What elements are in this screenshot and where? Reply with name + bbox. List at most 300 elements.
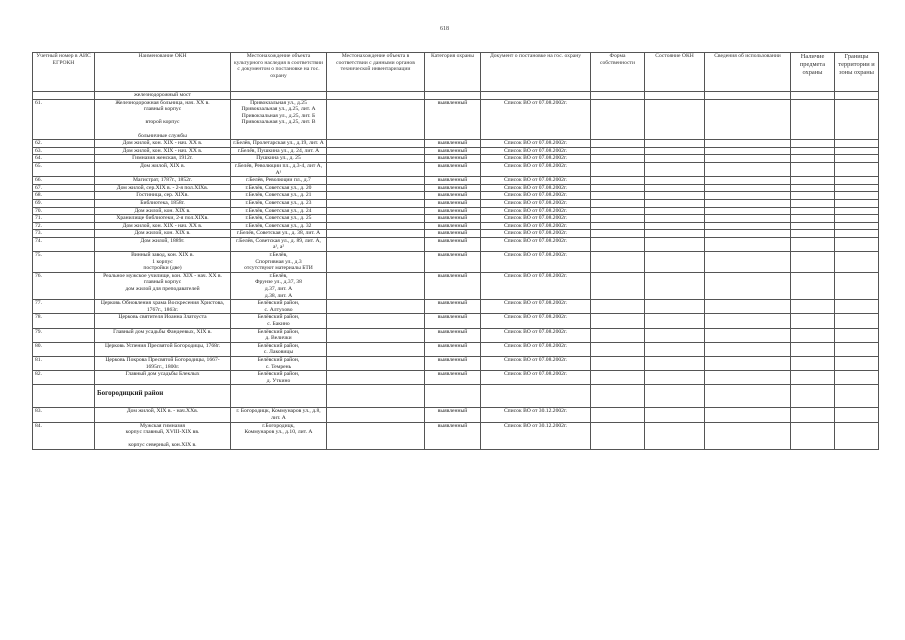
protection-category <box>425 184 481 192</box>
object-address <box>231 162 327 176</box>
row-number-text: 84. <box>35 422 42 429</box>
bti-address <box>327 155 425 163</box>
state-cell <box>645 92 705 100</box>
registration-document-text: Список ВО от 07.08.2002г. <box>503 199 568 206</box>
row-number <box>33 314 95 328</box>
boundaries-cell <box>835 192 879 200</box>
row-number-text: 69. <box>35 199 42 206</box>
row-number-text: 66. <box>35 177 42 184</box>
ownership-cell <box>591 207 645 215</box>
row-number <box>33 92 95 100</box>
col-header-name: Наименование ОКН <box>95 53 231 92</box>
object-name <box>95 272 231 299</box>
usage-cell <box>705 92 791 100</box>
bti-address <box>327 272 425 299</box>
object-name <box>95 215 231 223</box>
table-row <box>33 192 879 200</box>
object-address-text: Белёвский район, д. Уткино <box>257 371 300 384</box>
state-cell <box>645 272 705 299</box>
row-number <box>33 222 95 230</box>
state-cell <box>645 99 705 140</box>
state-cell <box>645 140 705 148</box>
protection-subject-cell <box>791 237 835 251</box>
object-address-text: Белёвский район, д. Велички <box>257 328 300 342</box>
protection-category-text: выявленный <box>437 230 468 237</box>
protection-subject-cell <box>791 371 835 385</box>
state-cell <box>645 199 705 207</box>
registration-document <box>481 192 591 200</box>
row-number-text: 71. <box>35 215 42 222</box>
object-address-text: г.Белёв, Советская ул., д. 21 <box>245 192 312 199</box>
object-address <box>231 199 327 207</box>
row-number-text: 81. <box>35 356 42 363</box>
object-name-text: Дом жилой, кон. XIX - нач. ХХ в. <box>122 222 203 229</box>
registration-document <box>481 92 591 100</box>
row-number-text: 73. <box>35 230 42 237</box>
object-address <box>231 207 327 215</box>
protection-category-text: выявленный <box>437 408 468 415</box>
object-name-text: Дом жилой, кон. XIX - нач. ХХ в. <box>122 147 203 154</box>
protection-subject-cell <box>791 155 835 163</box>
protection-category-text: выявленный <box>437 162 468 169</box>
registration-document-text: Список ВО от 07.08.2002г. <box>503 215 568 222</box>
usage-cell <box>705 147 791 155</box>
protection-category-text: выявленный <box>437 140 468 147</box>
region-empty-cell <box>591 385 645 408</box>
object-name-text: Дом жилой, XIX в. <box>139 162 186 169</box>
object-name-text: Церковь святителя Иоанна Златоуста <box>118 314 207 321</box>
row-number <box>33 192 95 200</box>
col-header-document: Документ о постановке на гос. охрану <box>481 53 591 92</box>
ownership-cell <box>591 222 645 230</box>
object-name-text: Церковь Покрова Пресвятой Богородицы, 1667-1695гг., 1800г. <box>105 356 220 370</box>
bti-address <box>327 162 425 176</box>
row-number-text: 78. <box>35 314 42 321</box>
boundaries-cell <box>835 207 879 215</box>
registration-document-text: Список ВО от 07.08.2002г. <box>503 328 568 335</box>
usage-cell <box>705 230 791 238</box>
ownership-cell <box>591 230 645 238</box>
protection-category <box>425 162 481 176</box>
boundaries-cell <box>835 252 879 273</box>
object-name <box>95 328 231 342</box>
protection-subject-cell <box>791 422 835 449</box>
region-empty-cell <box>835 385 879 408</box>
protection-category <box>425 147 481 155</box>
state-cell <box>645 408 705 422</box>
object-address-text: г.Белёв, Пролетарская ул., д.19, лит. А <box>233 140 324 147</box>
object-name-text: Церковь Обновления храма Воскресения Христова, 1767г., 1863г. <box>100 300 225 313</box>
row-number <box>33 356 95 370</box>
registration-document <box>481 371 591 385</box>
registration-document <box>481 162 591 176</box>
object-name <box>95 230 231 238</box>
row-number-text: 83. <box>35 408 42 415</box>
protection-category <box>425 314 481 328</box>
protection-subject-cell <box>791 408 835 422</box>
registration-document <box>481 140 591 148</box>
object-name <box>95 300 231 314</box>
protection-category <box>425 422 481 449</box>
boundaries-cell <box>835 300 879 314</box>
ownership-cell <box>591 184 645 192</box>
row-number <box>33 184 95 192</box>
object-address <box>231 92 327 100</box>
table-row <box>33 422 879 449</box>
table-row <box>33 162 879 176</box>
region-empty-cell <box>705 385 791 408</box>
object-name <box>95 92 231 100</box>
protection-category <box>425 192 481 200</box>
state-cell <box>645 222 705 230</box>
row-number-text: 77. <box>35 300 42 307</box>
protection-subject-cell <box>791 92 835 100</box>
object-name-text: Гимназия женская, 1912г. <box>132 155 193 162</box>
registration-document-text: Список ВО от 07.08.2002г. <box>503 237 568 244</box>
protection-category <box>425 328 481 342</box>
registration-document <box>481 252 591 273</box>
table-row <box>33 177 879 185</box>
usage-cell <box>705 356 791 370</box>
protection-category <box>425 177 481 185</box>
row-number-text: 79. <box>35 328 42 335</box>
protection-subject-cell <box>791 215 835 223</box>
registration-document-text: Список ВО от 07.08.2002г. <box>503 192 568 199</box>
state-cell <box>645 328 705 342</box>
usage-cell <box>705 237 791 251</box>
object-name-text: Винный завод, кон. XIX в. 1 корпус постройки (две) <box>131 252 194 272</box>
protection-category-text: выявленный <box>437 99 468 106</box>
object-name-text: Магистрат, 1787г., 1852г. <box>133 177 192 184</box>
protection-subject-cell <box>791 300 835 314</box>
row-number <box>33 99 95 140</box>
protection-subject-cell <box>791 342 835 356</box>
object-address-text: г.Белёв, Советская ул., д. 20 <box>245 184 312 191</box>
registration-document <box>481 314 591 328</box>
object-address <box>231 422 327 449</box>
registration-document-text: Список ВО от 07.08.2002г. <box>503 99 568 106</box>
state-cell <box>645 162 705 176</box>
protection-category-text: выявленный <box>437 192 468 199</box>
object-address <box>231 252 327 273</box>
object-name-text: Главный дом усадьбы Блеклых <box>125 371 200 378</box>
table-row <box>33 272 879 299</box>
state-cell <box>645 342 705 356</box>
protection-category-text: выявленный <box>437 207 468 214</box>
col-header-boundaries: Границы территории и зоны охраны <box>835 53 879 92</box>
object-address-text: г.Белёв, Революции пл., д.7 <box>246 177 311 184</box>
object-name <box>95 147 231 155</box>
registration-document <box>481 356 591 370</box>
header-row <box>33 53 879 92</box>
state-cell <box>645 192 705 200</box>
registration-document-text: Список ВО от 07.08.2002г. <box>503 252 568 259</box>
usage-cell <box>705 252 791 273</box>
state-cell <box>645 356 705 370</box>
region-empty-cell <box>425 385 481 408</box>
row-number <box>33 177 95 185</box>
object-name-text: Дом жилой, 1889г. <box>140 237 185 244</box>
object-address <box>231 272 327 299</box>
boundaries-cell <box>835 272 879 299</box>
object-name <box>95 192 231 200</box>
registration-document <box>481 342 591 356</box>
monuments-table <box>32 52 879 450</box>
page-number: 618 <box>440 26 449 32</box>
table-row <box>33 371 879 385</box>
boundaries-cell <box>835 184 879 192</box>
col-header-location-bti: Местонахождение объекта в соответствии с данными органов технической инвентаризации <box>327 53 425 92</box>
bti-address <box>327 252 425 273</box>
protection-category <box>425 342 481 356</box>
row-number-text: 62. <box>35 140 42 147</box>
region-row <box>33 385 879 408</box>
boundaries-cell <box>835 177 879 185</box>
registration-document <box>481 184 591 192</box>
state-cell <box>645 314 705 328</box>
table-row <box>33 237 879 251</box>
object-name <box>95 184 231 192</box>
object-address <box>231 314 327 328</box>
row-number <box>33 230 95 238</box>
ownership-cell <box>591 237 645 251</box>
usage-cell <box>705 177 791 185</box>
row-number <box>33 237 95 251</box>
object-address-text: г.Белёв, Советская ул., д. 38, лит. А <box>236 230 321 237</box>
object-address-text: Белёвский район, с. Лаковицы <box>257 342 300 356</box>
object-address <box>231 237 327 251</box>
region-empty-cell <box>33 385 95 408</box>
object-name <box>95 422 231 449</box>
row-number <box>33 300 95 314</box>
object-name-text: Библиотека, 1858г. <box>140 199 185 206</box>
protection-category-text: выявленный <box>437 272 468 279</box>
bti-address <box>327 328 425 342</box>
row-number-text: 63. <box>35 147 42 154</box>
protection-category-text: выявленный <box>437 222 468 229</box>
protection-category <box>425 230 481 238</box>
table-row <box>33 215 879 223</box>
protection-category-text: выявленный <box>437 215 468 222</box>
bti-address <box>327 371 425 385</box>
protection-category-text: выявленный <box>437 422 468 429</box>
protection-subject-cell <box>791 272 835 299</box>
table-row <box>33 155 879 163</box>
object-name-text: железнодорожный мост <box>134 92 191 98</box>
ownership-cell <box>591 140 645 148</box>
protection-category <box>425 215 481 223</box>
object-name-text: Мужская гимназия корпус главный, XVIII-XIX вв. корпус северный, кон.XIX в. <box>125 422 200 449</box>
object-name <box>95 252 231 273</box>
object-name <box>95 371 231 385</box>
boundaries-cell <box>835 422 879 449</box>
protection-category-text: выявленный <box>437 300 468 307</box>
region-name: Богородицкий район <box>95 385 231 408</box>
registration-document-text: Список ВО от 07.08.2002г. <box>503 162 568 169</box>
ownership-cell <box>591 328 645 342</box>
object-address <box>231 300 327 314</box>
object-address-text: г.Богородицк, Коммунаров ул., д.10, лит. А <box>244 422 313 436</box>
object-address <box>231 230 327 238</box>
row-number-text: 75. <box>35 252 42 259</box>
protection-subject-cell <box>791 192 835 200</box>
col-header-number: Учетный номер в АИС ЕГРОКН <box>33 53 95 92</box>
bti-address <box>327 215 425 223</box>
registration-document <box>481 328 591 342</box>
object-name-text: Железнодорожная больница, нач. ХХ в. главный корпус второй корпус больничные службы <box>115 99 210 139</box>
state-cell <box>645 155 705 163</box>
bti-address <box>327 408 425 422</box>
ownership-cell <box>591 177 645 185</box>
bti-address <box>327 140 425 148</box>
object-address <box>231 177 327 185</box>
bti-address <box>327 237 425 251</box>
state-cell <box>645 147 705 155</box>
protection-category-text: выявленный <box>437 252 468 259</box>
registration-document-text: Список ВО от 30.12.2002г. <box>503 422 568 429</box>
boundaries-cell <box>835 140 879 148</box>
registration-document <box>481 230 591 238</box>
object-address <box>231 140 327 148</box>
object-address <box>231 408 327 422</box>
row-number-text: 65. <box>35 162 42 169</box>
table-row <box>33 314 879 328</box>
registration-document-text: Список ВО от 07.08.2002г. <box>503 140 568 147</box>
usage-cell <box>705 342 791 356</box>
protection-category <box>425 222 481 230</box>
table-row <box>33 408 879 422</box>
object-name-text: Гостиница, сер. XIXв. <box>136 192 189 199</box>
registration-document-text: Список ВО от 07.08.2002г. <box>503 147 568 154</box>
registration-document <box>481 272 591 299</box>
protection-category <box>425 199 481 207</box>
usage-cell <box>705 199 791 207</box>
bti-address <box>327 207 425 215</box>
protection-subject-cell <box>791 230 835 238</box>
boundaries-cell <box>835 199 879 207</box>
region-empty-cell <box>481 385 591 408</box>
table-row <box>33 199 879 207</box>
protection-subject-cell <box>791 356 835 370</box>
object-address-text: г.Белёв, Советская ул., д. 25 <box>245 215 312 222</box>
state-cell <box>645 237 705 251</box>
registration-document <box>481 222 591 230</box>
col-header-protection-subject: Наличие предмета охраны <box>791 53 835 92</box>
usage-cell <box>705 222 791 230</box>
region-empty-cell <box>327 385 425 408</box>
protection-subject-cell <box>791 222 835 230</box>
state-cell <box>645 230 705 238</box>
ownership-cell <box>591 342 645 356</box>
col-header-location-doc: Местонахождение объекта культурного наследия в соответствии с документом о постановке на гос. охрану <box>231 53 327 92</box>
protection-category-text: выявленный <box>437 155 468 162</box>
object-name-text: Дом жилой, кон. XIX - нач. ХХ в. <box>122 140 203 147</box>
object-address-text: г.Белёв, Пушкина ул., д. 24, лит. А <box>237 147 320 154</box>
bti-address <box>327 184 425 192</box>
table-row <box>33 207 879 215</box>
registration-document <box>481 237 591 251</box>
object-name <box>95 162 231 176</box>
table-row <box>33 92 879 100</box>
table-row <box>33 356 879 370</box>
row-number <box>33 215 95 223</box>
protection-category <box>425 356 481 370</box>
registration-document <box>481 177 591 185</box>
bti-address <box>327 422 425 449</box>
row-number-text: 82. <box>35 371 42 378</box>
registration-document-text: Список ВО от 07.08.2002г. <box>503 300 568 307</box>
registration-document <box>481 99 591 140</box>
table-row <box>33 99 879 140</box>
object-name <box>95 222 231 230</box>
state-cell <box>645 177 705 185</box>
row-number <box>33 147 95 155</box>
table-row <box>33 252 879 273</box>
object-name <box>95 356 231 370</box>
protection-category-text: выявленный <box>437 184 468 191</box>
object-name <box>95 99 231 140</box>
row-number <box>33 207 95 215</box>
row-number <box>33 371 95 385</box>
object-name <box>95 155 231 163</box>
protection-category <box>425 140 481 148</box>
row-number <box>33 252 95 273</box>
ownership-cell <box>591 92 645 100</box>
ownership-cell <box>591 155 645 163</box>
protection-category-text: выявленный <box>437 342 468 349</box>
row-number <box>33 162 95 176</box>
table-row <box>33 300 879 314</box>
boundaries-cell <box>835 237 879 251</box>
table-row <box>33 328 879 342</box>
row-number-text: 68. <box>35 192 42 199</box>
object-name <box>95 342 231 356</box>
registration-document-text: Список ВО от 07.08.2002г. <box>503 222 568 229</box>
boundaries-cell <box>835 328 879 342</box>
object-address <box>231 155 327 163</box>
protection-subject-cell <box>791 177 835 185</box>
registration-document <box>481 155 591 163</box>
usage-cell <box>705 215 791 223</box>
ownership-cell <box>591 300 645 314</box>
object-address <box>231 342 327 356</box>
boundaries-cell <box>835 230 879 238</box>
object-address-text: Привокзальная ул., д.25 Привокзальная ул., д.25, лит. А Привокзальная ул., д.25, лит. Б Привокзальная ул., д.25, лит. В <box>241 99 316 126</box>
protection-category-text: выявленный <box>437 237 468 244</box>
object-address <box>231 192 327 200</box>
object-address-text: Белёвский район, с. Темрень <box>257 356 300 370</box>
object-address <box>231 356 327 370</box>
ownership-cell <box>591 162 645 176</box>
state-cell <box>645 207 705 215</box>
ownership-cell <box>591 272 645 299</box>
object-name <box>95 408 231 422</box>
registration-document <box>481 207 591 215</box>
state-cell <box>645 184 705 192</box>
ownership-cell <box>591 408 645 422</box>
registration-document <box>481 408 591 422</box>
row-number <box>33 155 95 163</box>
row-number <box>33 140 95 148</box>
usage-cell <box>705 184 791 192</box>
bti-address <box>327 147 425 155</box>
boundaries-cell <box>835 408 879 422</box>
bti-address <box>327 99 425 140</box>
protection-category <box>425 92 481 100</box>
object-name <box>95 140 231 148</box>
col-header-category: Категория охраны <box>425 53 481 92</box>
protection-subject-cell <box>791 252 835 273</box>
